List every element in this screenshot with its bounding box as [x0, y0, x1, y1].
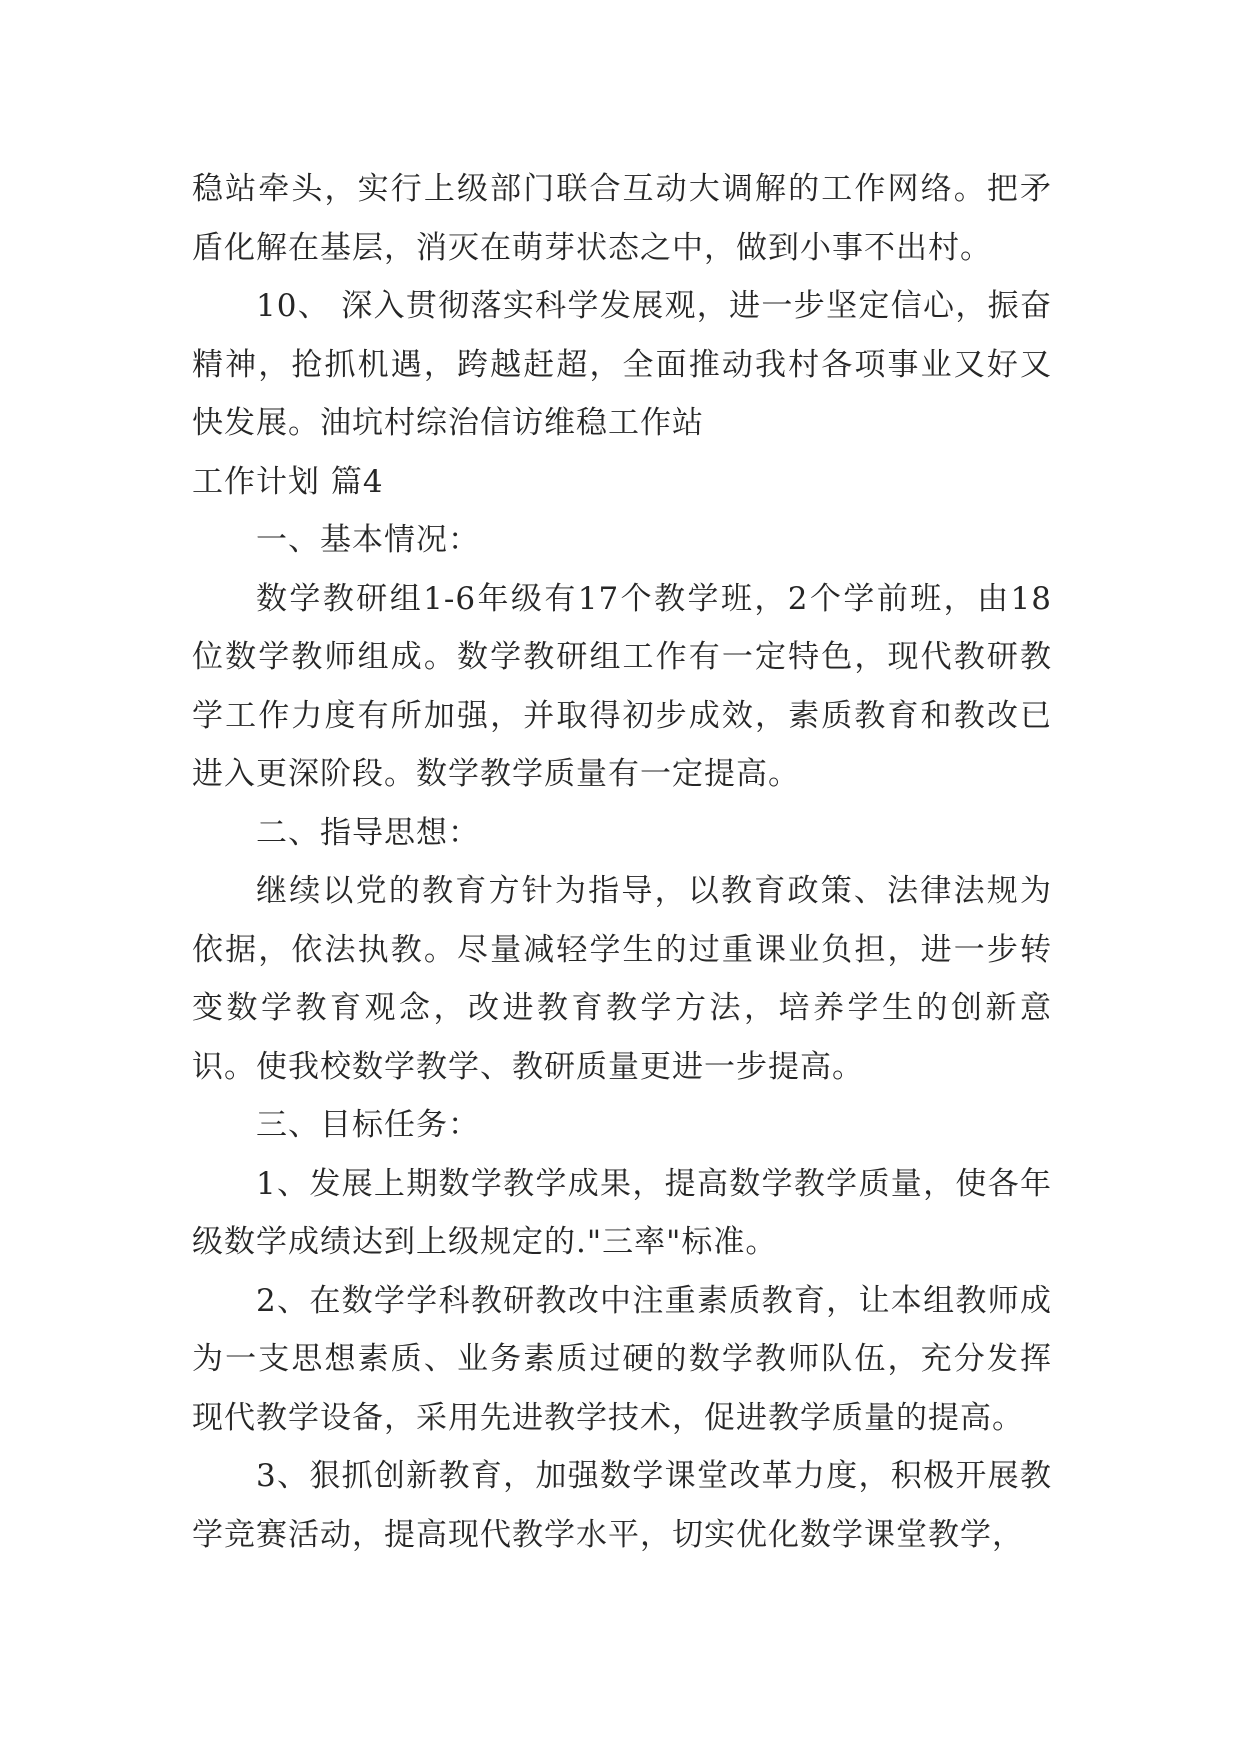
paragraph-goal-1: 1、发展上期数学教学成果，提高数学教学质量，使各年级数学成绩达到上级规定的."三率"标准。 [192, 1165, 1052, 1260]
document-body [192, 160, 1052, 1564]
heading-basic-situation: 一、基本情况： [256, 522, 480, 558]
heading-goals-tasks: 三、目标任务： [256, 1107, 480, 1143]
paragraph-goal-2: 2、在数学学科教研教改中注重素质教育，让本组教师成为一支思想素质、业务素质过硬的数学教师队伍，充分发挥现代教学设备，采用先进教学技术，促进教学质量的提高。 [192, 1282, 1052, 1436]
paragraph-continuation: 稳站牵头，实行上级部门联合互动大调解的工作网络。把矛盾化解在基层，消灭在萌芽状态之中，做到小事不出村。 [192, 171, 1052, 266]
paragraph-guiding-ideology: 继续以党的教育方针为指导，以教育政策、法律法规为依据，依法执教。尽量减轻学生的过重课业负担，进一步转变数学教育观念，改进教育教学方法，培养学生的创新意识。使我校数学教学、教研质量更进一步提高。 [192, 873, 1052, 1085]
paragraph-basic-situation: 数学教研组1-6年级有17个教学班，2个学前班，由18位数学教师组成。数学教研组工作有一定特色，现代教研教学工作力度有所加强，并取得初步成效，素质教育和教改已进入更深阶段。数学教学质量有一定提高。 [192, 580, 1052, 792]
heading-guiding-ideology: 二、指导思想： [256, 814, 480, 851]
paragraph-goal-3: 3、狠抓创新教育，加强数学课堂改革力度，积极开展教学竞赛活动，提高现代教学水平，切实优化数学课堂教学， [192, 1458, 1052, 1553]
section-title: 工作计划 篇4 [192, 463, 384, 500]
paragraph-item-10: 10、 深入贯彻落实科学发展观，进一步坚定信心，振奋精神，抢抓机遇，跨越赶超，全面推动我村各项事业又好又快发展。油坑村综治信访维稳工作站 [192, 288, 1052, 441]
